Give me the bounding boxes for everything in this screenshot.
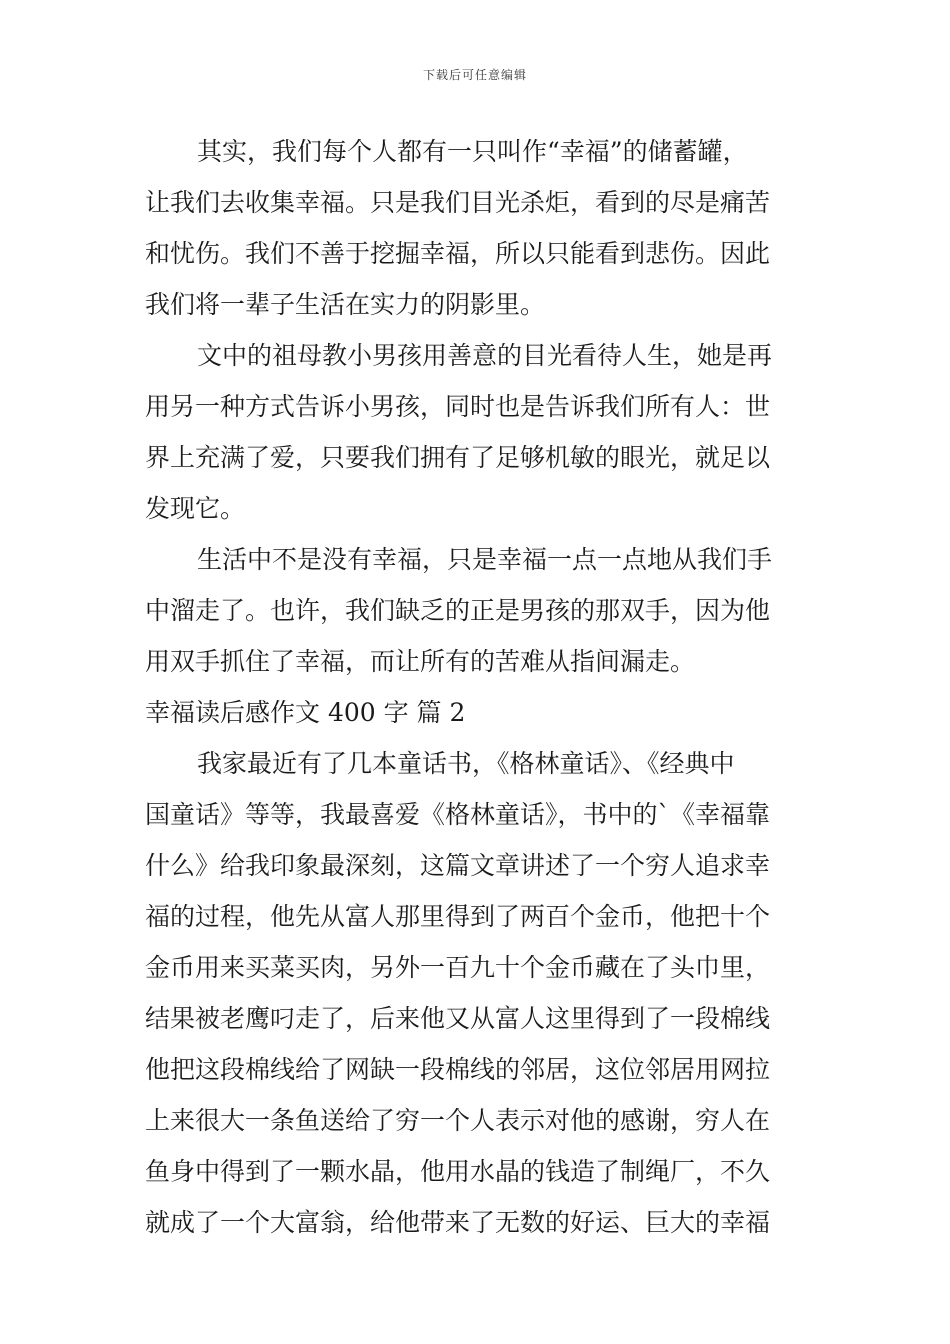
text-line: 国童话》等等，我最喜爱《格林童话》，书中的`《幸福靠 — [145, 800, 771, 829]
text-line: 结果被老鹰叼走了，后来他又从富人这里得到了一段棉线 — [145, 1004, 771, 1033]
text-line: 让我们去收集幸福。只是我们目光杀炬，看到的尽是痛苦 — [145, 188, 771, 217]
text-line: 文中的祖母教小男孩用善意的目光看待人生，她是再 — [197, 341, 773, 370]
text-line: 鱼身中得到了一颗水晶，他用水晶的钱造了制绳厂，不久 — [145, 1157, 771, 1186]
text-line: 其实，我们每个人都有一只叫作“幸福”的储蓄罐， — [197, 137, 748, 166]
text-line: 用另一种方式告诉小男孩，同时也是告诉我们所有人：世 — [145, 392, 771, 421]
document-body — [145, 126, 810, 1248]
text-line: 福的过程，他先从富人那里得到了两百个金币，他把十个 — [145, 902, 771, 931]
text-line: 中溜走了。也许，我们缺乏的正是男孩的那双手，因为他 — [145, 596, 771, 625]
text-line: 什么》给我印象最深刻，这篇文章讲述了一个穷人追求幸 — [145, 851, 771, 880]
text-line: 生活中不是没有幸福，只是幸福一点一点地从我们手 — [197, 545, 773, 574]
text-line: 发现它。 — [145, 494, 246, 523]
section-heading: 幸福读后感作文 400 字 篇 2 — [145, 698, 466, 727]
text-line: 金币用来买菜买肉，另外一百九十个金币藏在了头巾里， — [145, 953, 771, 982]
text-line: 我们将一辈子生活在实力的阴影里。 — [145, 290, 546, 319]
text-line: 界上充满了爱，只要我们拥有了足够机敏的眼光，就足以 — [145, 443, 771, 472]
header-note: 下载后可任意编辑 — [422, 68, 527, 82]
text-line: 和忧伤。我们不善于挖掘幸福，所以只能看到悲伤。因此 — [145, 239, 771, 268]
text-line: 上来很大一条鱼送给了穷一个人表示对他的感谢，穷人在 — [145, 1106, 771, 1135]
text-line: 就成了一个大富翁，给他带来了无数的好运、巨大的幸福 — [145, 1208, 771, 1237]
text-line: 他把这段棉线给了网缺一段棉线的邻居，这位邻居用网拉 — [145, 1055, 771, 1084]
text-line: 用双手抓住了幸福，而让所有的苦难从指间漏走。 — [145, 647, 696, 676]
text-line: 我家最近有了几本童话书，《格林童话》、《经典中 — [197, 749, 735, 778]
